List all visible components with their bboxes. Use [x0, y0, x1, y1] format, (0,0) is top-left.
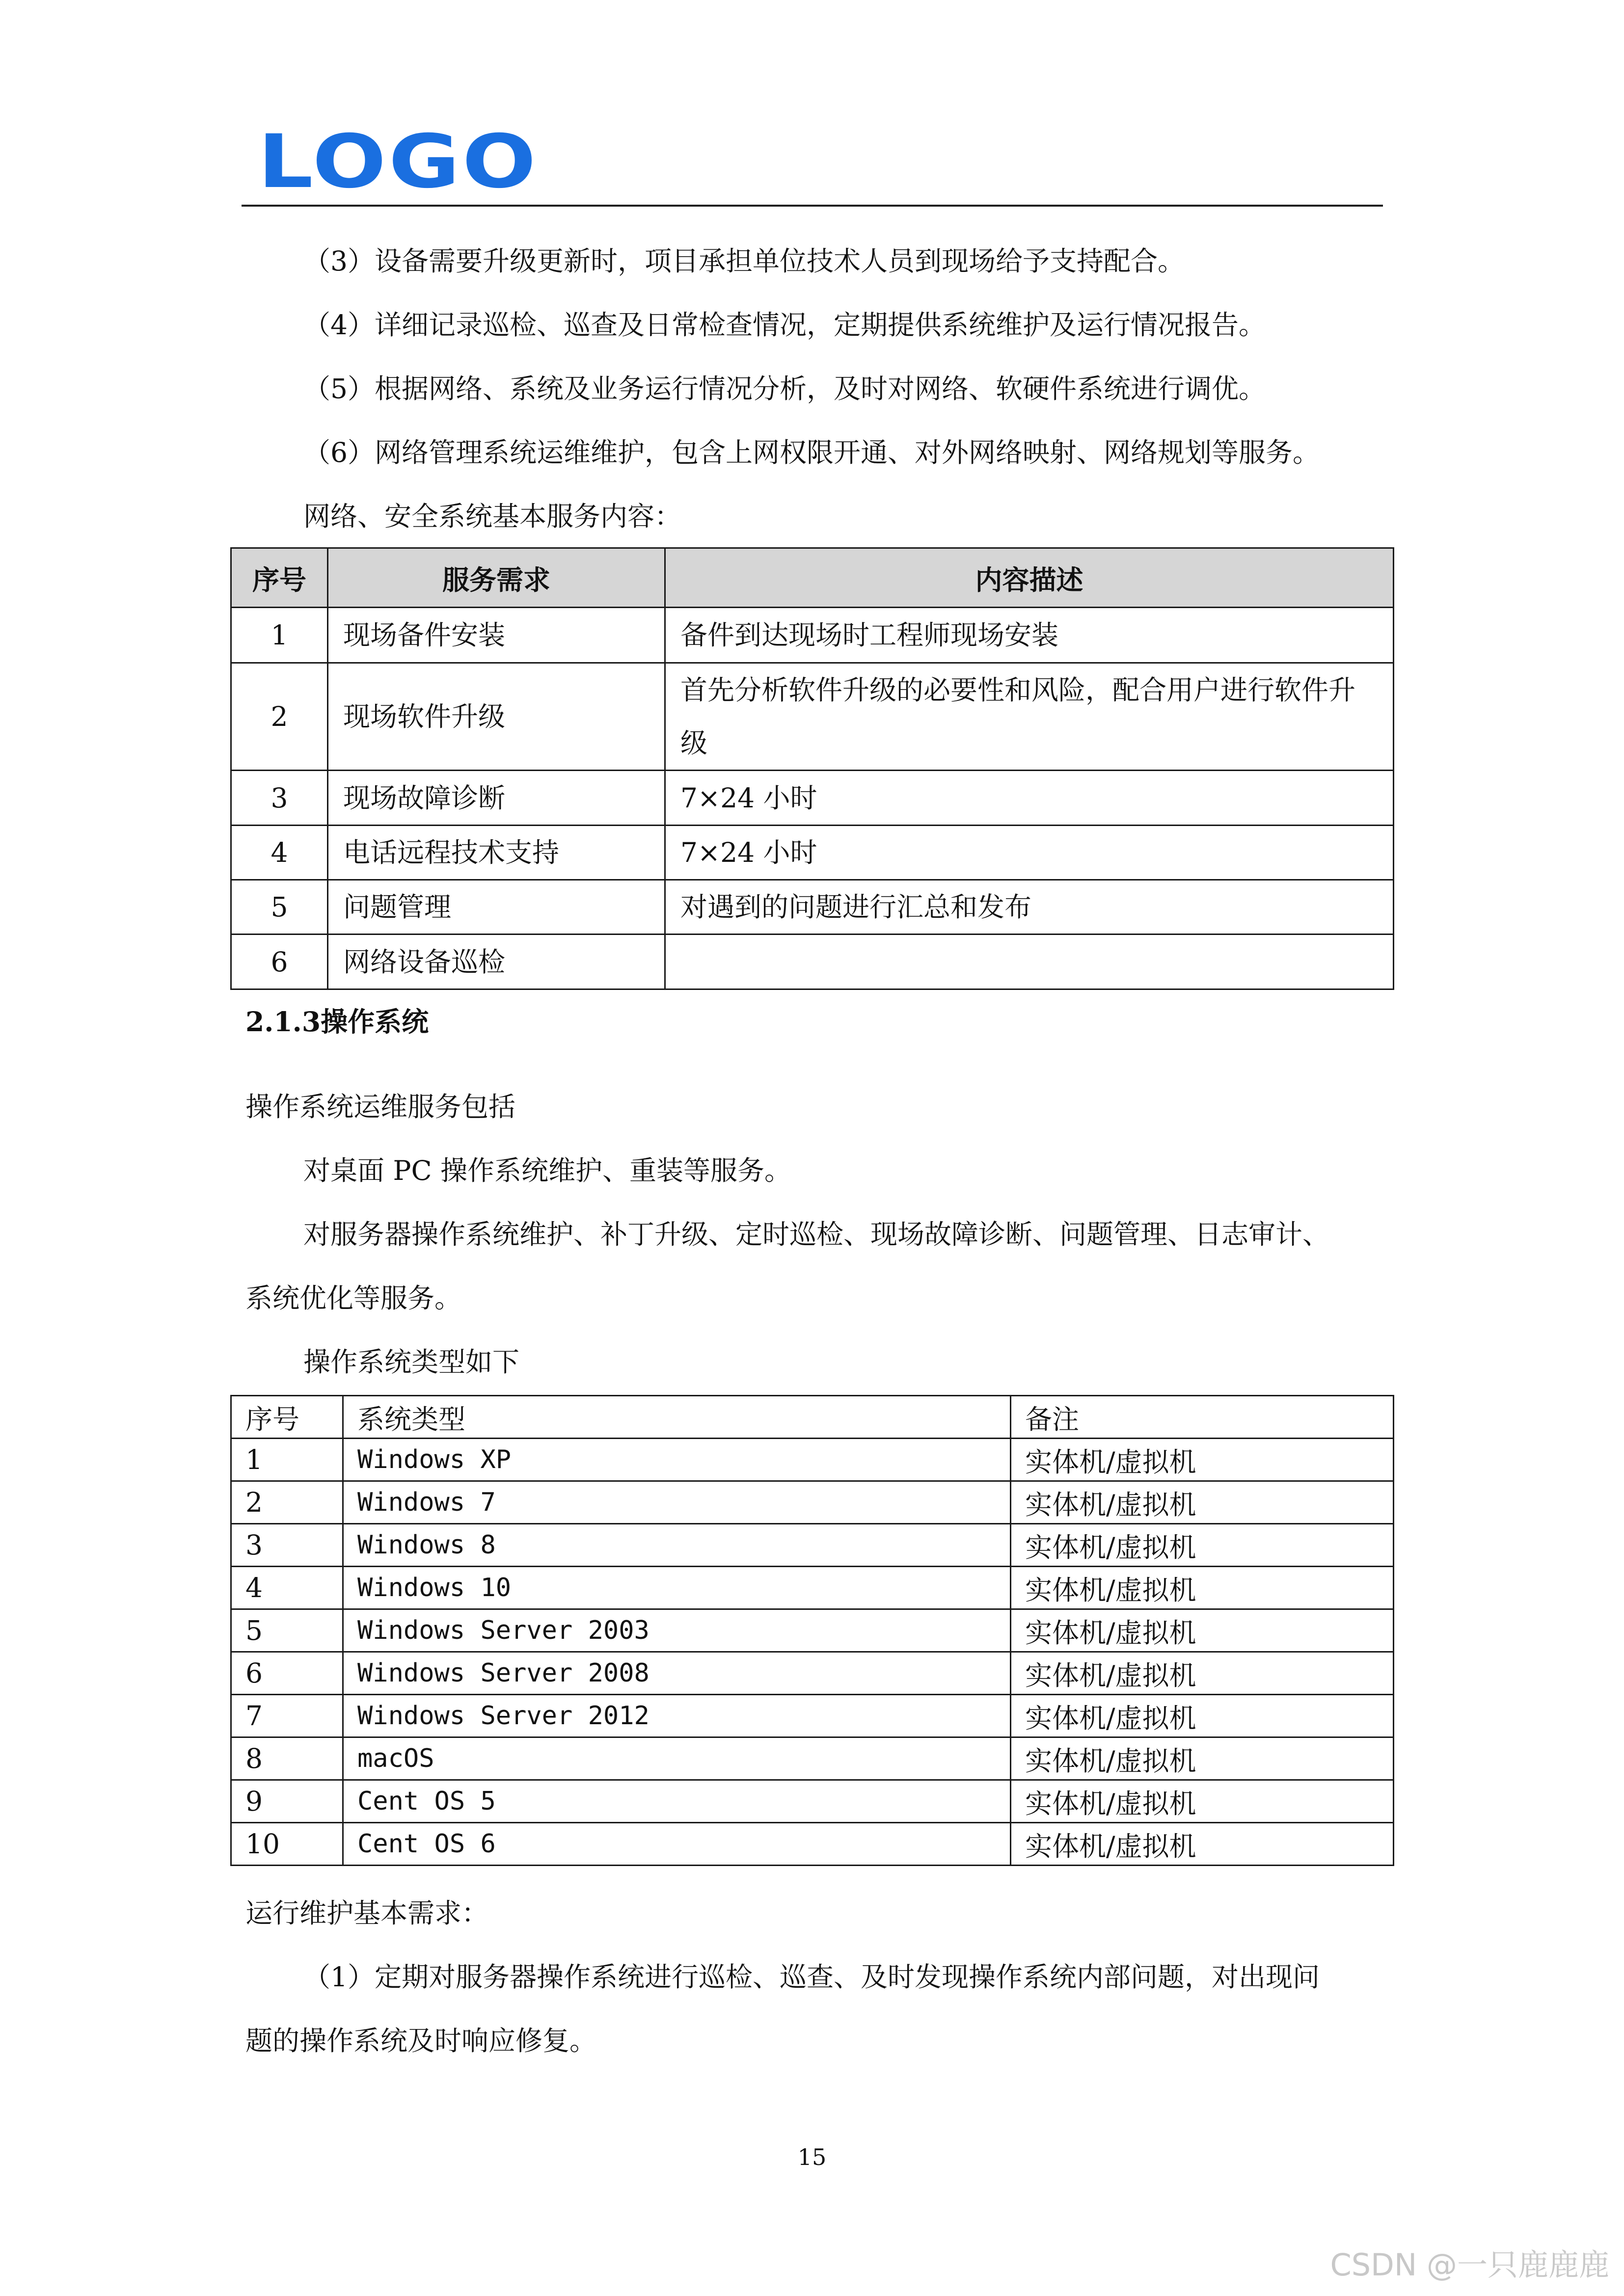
- row-num: 1: [231, 1439, 343, 1481]
- header-divider: [242, 205, 1383, 207]
- row-service: 网络设备巡检: [328, 934, 665, 989]
- column-header-num: 序号: [231, 548, 328, 608]
- table-row: [231, 880, 1394, 934]
- table-row: [231, 1780, 1394, 1823]
- requirement-1-cont: 题的操作系统及时响应修复。: [245, 2025, 597, 2056]
- row-num: 4: [231, 1567, 343, 1609]
- row-desc: 7×24 小时: [665, 826, 1394, 880]
- requirements-intro: 运行维护基本需求：: [245, 1897, 489, 1929]
- row-num: 5: [231, 880, 328, 934]
- service-table: [230, 547, 1394, 990]
- row-os-type: Windows 10: [343, 1567, 1011, 1609]
- row-num: 9: [231, 1780, 343, 1823]
- os-paragraph-server-cont: 系统优化等服务。: [245, 1282, 462, 1314]
- row-num: 2: [231, 663, 328, 771]
- row-num: 4: [231, 826, 328, 880]
- table-row: [231, 1737, 1394, 1780]
- row-num: 3: [231, 771, 328, 826]
- table-header-row: [231, 1396, 1394, 1439]
- table-row: [231, 1524, 1394, 1567]
- column-header-note: 备注: [1011, 1396, 1394, 1439]
- os-paragraph-desktop: 对桌面 PC 操作系统维护、重装等服务。: [303, 1155, 792, 1186]
- os-intro: 操作系统运维服务包括: [245, 1091, 516, 1122]
- logo: LOGO: [258, 119, 539, 205]
- column-header-num: 序号: [231, 1396, 343, 1439]
- table-header-row: [231, 548, 1394, 608]
- table-row: [231, 826, 1394, 880]
- row-service: 问题管理: [328, 880, 665, 934]
- row-service: 现场故障诊断: [328, 771, 665, 826]
- table-row: [231, 934, 1394, 989]
- table-row: [231, 771, 1394, 826]
- os-paragraph-server: 对服务器操作系统维护、补丁升级、定时巡检、现场故障诊断、问题管理、日志审计、: [303, 1219, 1330, 1250]
- requirement-1: （1）定期对服务器操作系统进行巡检、巡查、及时发现操作系统内部问题，对出现问: [303, 1961, 1320, 1993]
- column-header-service: 服务需求: [328, 548, 665, 608]
- row-os-type: Cent OS 5: [343, 1780, 1011, 1823]
- table-row: [231, 1695, 1394, 1737]
- row-note: 实体机/虚拟机: [1011, 1652, 1394, 1695]
- row-note: 实体机/虚拟机: [1011, 1439, 1394, 1481]
- row-desc: 对遇到的问题进行汇总和发布: [665, 880, 1394, 934]
- table-row: [231, 1567, 1394, 1609]
- row-service: 现场备件安装: [328, 608, 665, 663]
- table-row: [231, 1823, 1394, 1866]
- table-row: [231, 663, 1394, 771]
- row-num: 6: [231, 934, 328, 989]
- column-header-type: 系统类型: [343, 1396, 1011, 1439]
- row-desc: 备件到达现场时工程师现场安装: [665, 608, 1394, 663]
- row-service: 电话远程技术支持: [328, 826, 665, 880]
- row-note: 实体机/虚拟机: [1011, 1780, 1394, 1823]
- row-num: 5: [231, 1609, 343, 1652]
- row-os-type: Cent OS 6: [343, 1823, 1011, 1866]
- os-types-intro: 操作系统类型如下: [303, 1346, 520, 1378]
- row-desc: 首先分析软件升级的必要性和风险，配合用户进行软件升级: [665, 663, 1394, 771]
- row-note: 实体机/虚拟机: [1011, 1823, 1394, 1866]
- row-os-type: Windows XP: [343, 1439, 1011, 1481]
- row-desc: [665, 934, 1394, 989]
- row-num: 7: [231, 1695, 343, 1737]
- row-os-type: Windows Server 2003: [343, 1609, 1011, 1652]
- row-note: 实体机/虚拟机: [1011, 1737, 1394, 1780]
- table-row: [231, 1652, 1394, 1695]
- row-os-type: Windows 7: [343, 1481, 1011, 1524]
- page-number: 15: [797, 2144, 827, 2170]
- row-num: 3: [231, 1524, 343, 1567]
- row-note: 实体机/虚拟机: [1011, 1481, 1394, 1524]
- row-num: 8: [231, 1737, 343, 1780]
- row-note: 实体机/虚拟机: [1011, 1609, 1394, 1652]
- paragraph-item-4: （4）详细记录巡检、巡查及日常检查情况，定期提供系统维护及运行情况报告。: [303, 309, 1266, 341]
- section-heading: 2.1.3操作系统: [245, 1006, 429, 1038]
- row-note: 实体机/虚拟机: [1011, 1524, 1394, 1567]
- row-os-type: Windows Server 2008: [343, 1652, 1011, 1695]
- table-row: [231, 1481, 1394, 1524]
- os-table: [230, 1395, 1394, 1866]
- paragraph-item-5: （5）根据网络、系统及业务运行情况分析，及时对网络、软硬件系统进行调优。: [303, 373, 1266, 404]
- watermark: CSDN @一只鹿鹿鹿: [1330, 2247, 1609, 2283]
- row-note: 实体机/虚拟机: [1011, 1695, 1394, 1737]
- row-num: 2: [231, 1481, 343, 1524]
- paragraph-item-6: （6）网络管理系统运维维护，包含上网权限开通、对外网络映射、网络规划等服务。: [303, 437, 1320, 468]
- service-intro: 网络、安全系统基本服务内容：: [303, 501, 682, 532]
- column-header-desc: 内容描述: [665, 548, 1394, 608]
- row-os-type: Windows 8: [343, 1524, 1011, 1567]
- table-row: [231, 1609, 1394, 1652]
- row-os-type: Windows Server 2012: [343, 1695, 1011, 1737]
- table-row: [231, 1439, 1394, 1481]
- row-note: 实体机/虚拟机: [1011, 1567, 1394, 1609]
- row-num: 1: [231, 608, 328, 663]
- paragraph-item-3: （3）设备需要升级更新时，项目承担单位技术人员到现场给予支持配合。: [303, 245, 1185, 277]
- table-row: [231, 608, 1394, 663]
- row-os-type: macOS: [343, 1737, 1011, 1780]
- row-service: 现场软件升级: [328, 663, 665, 771]
- row-num: 10: [231, 1823, 343, 1866]
- row-desc: 7×24 小时: [665, 771, 1394, 826]
- row-num: 6: [231, 1652, 343, 1695]
